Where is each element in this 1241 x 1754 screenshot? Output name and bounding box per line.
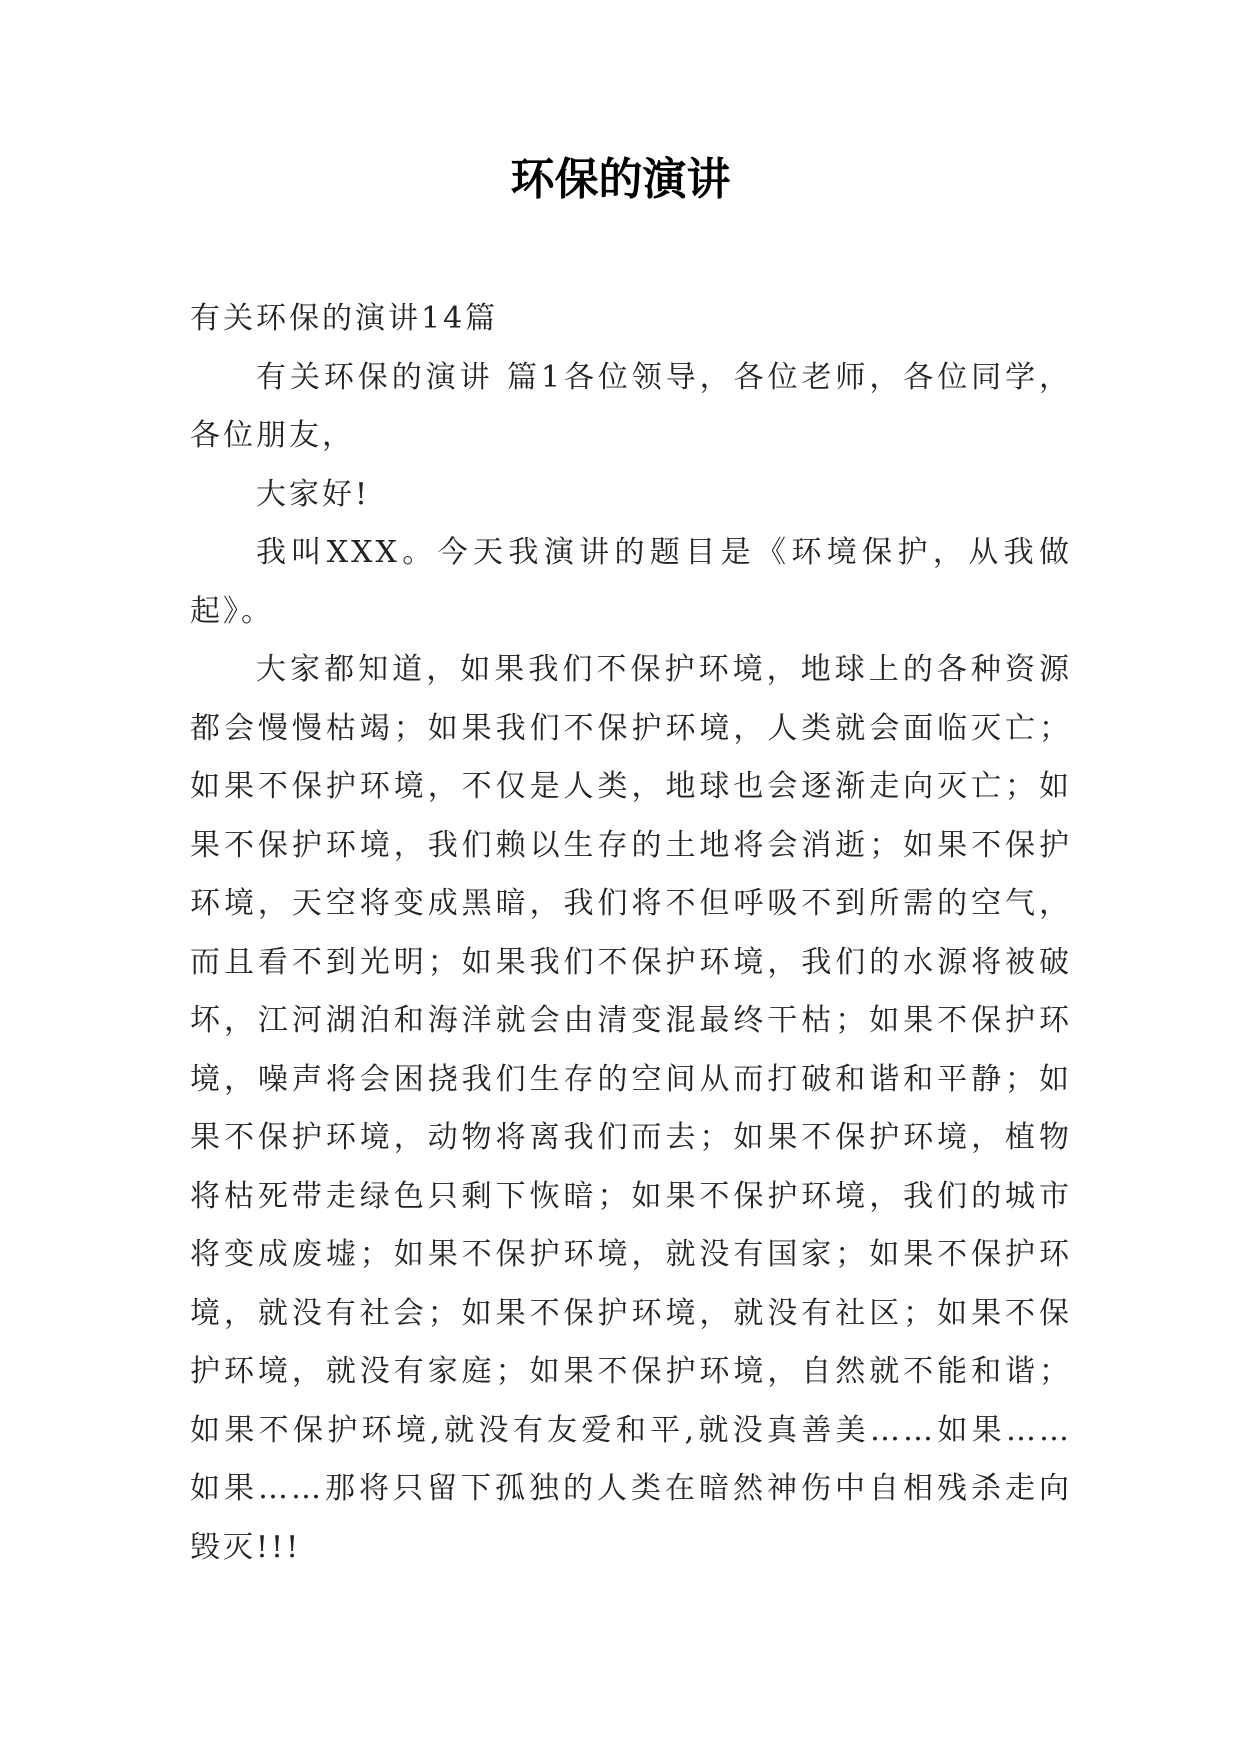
document-body (190, 290, 1072, 1577)
paragraph-greeting-audience: 有关环保的演讲 篇1各位领导，各位老师，各位同学，各位朋友， (190, 359, 1072, 453)
document-title: 环保的演讲 (510, 154, 731, 205)
paragraph-hello: 大家好! (256, 476, 371, 512)
paragraph-introduction: 我叫XXX。今天我演讲的题目是《环境保护，从我做起》。 (190, 535, 1072, 629)
paragraph-subtitle: 有关环保的演讲14篇 (190, 301, 499, 336)
paragraph-main-body: 大家都知道，如果我们不保护环境，地球上的各种资源都会慢慢枯竭；如果我们不保护环境，人类就会面临灭亡；如果不保护环境，不仅是人类，地球也会逐渐走向灭亡；如果不保护环境，我们赖以生存的土地将会消逝；如果不保护环境，天空将变成黑暗，我们将不但呼吸不到所需的空气，而且看不到光明；如果我们不保护环境，我们的水源将被破坏，江河湖泊和海洋就会由清变混最终干枯；如果不保护环境，噪声将会困挠我们生存的空间从而打破和谐和平静；如果不保护环境，动物将离我们而去；如果不保护环境，植物将枯死带走绿色只剩下恢暗；如果不保护环境，我们的城市将变成废墟；如果不保护环境，就没有国家；如果不保护环境，就没有社会；如果不保护环境，就没有社区；如果不保护环境，就没有家庭；如果不保护环境，自然就不能和谐；如果不保护环境,就没有友爱和平,就没真善美……如果……如果……那将只留下孤独的人类在暗然神伤中自相残杀走向毁灭!!! (190, 652, 1072, 1565)
